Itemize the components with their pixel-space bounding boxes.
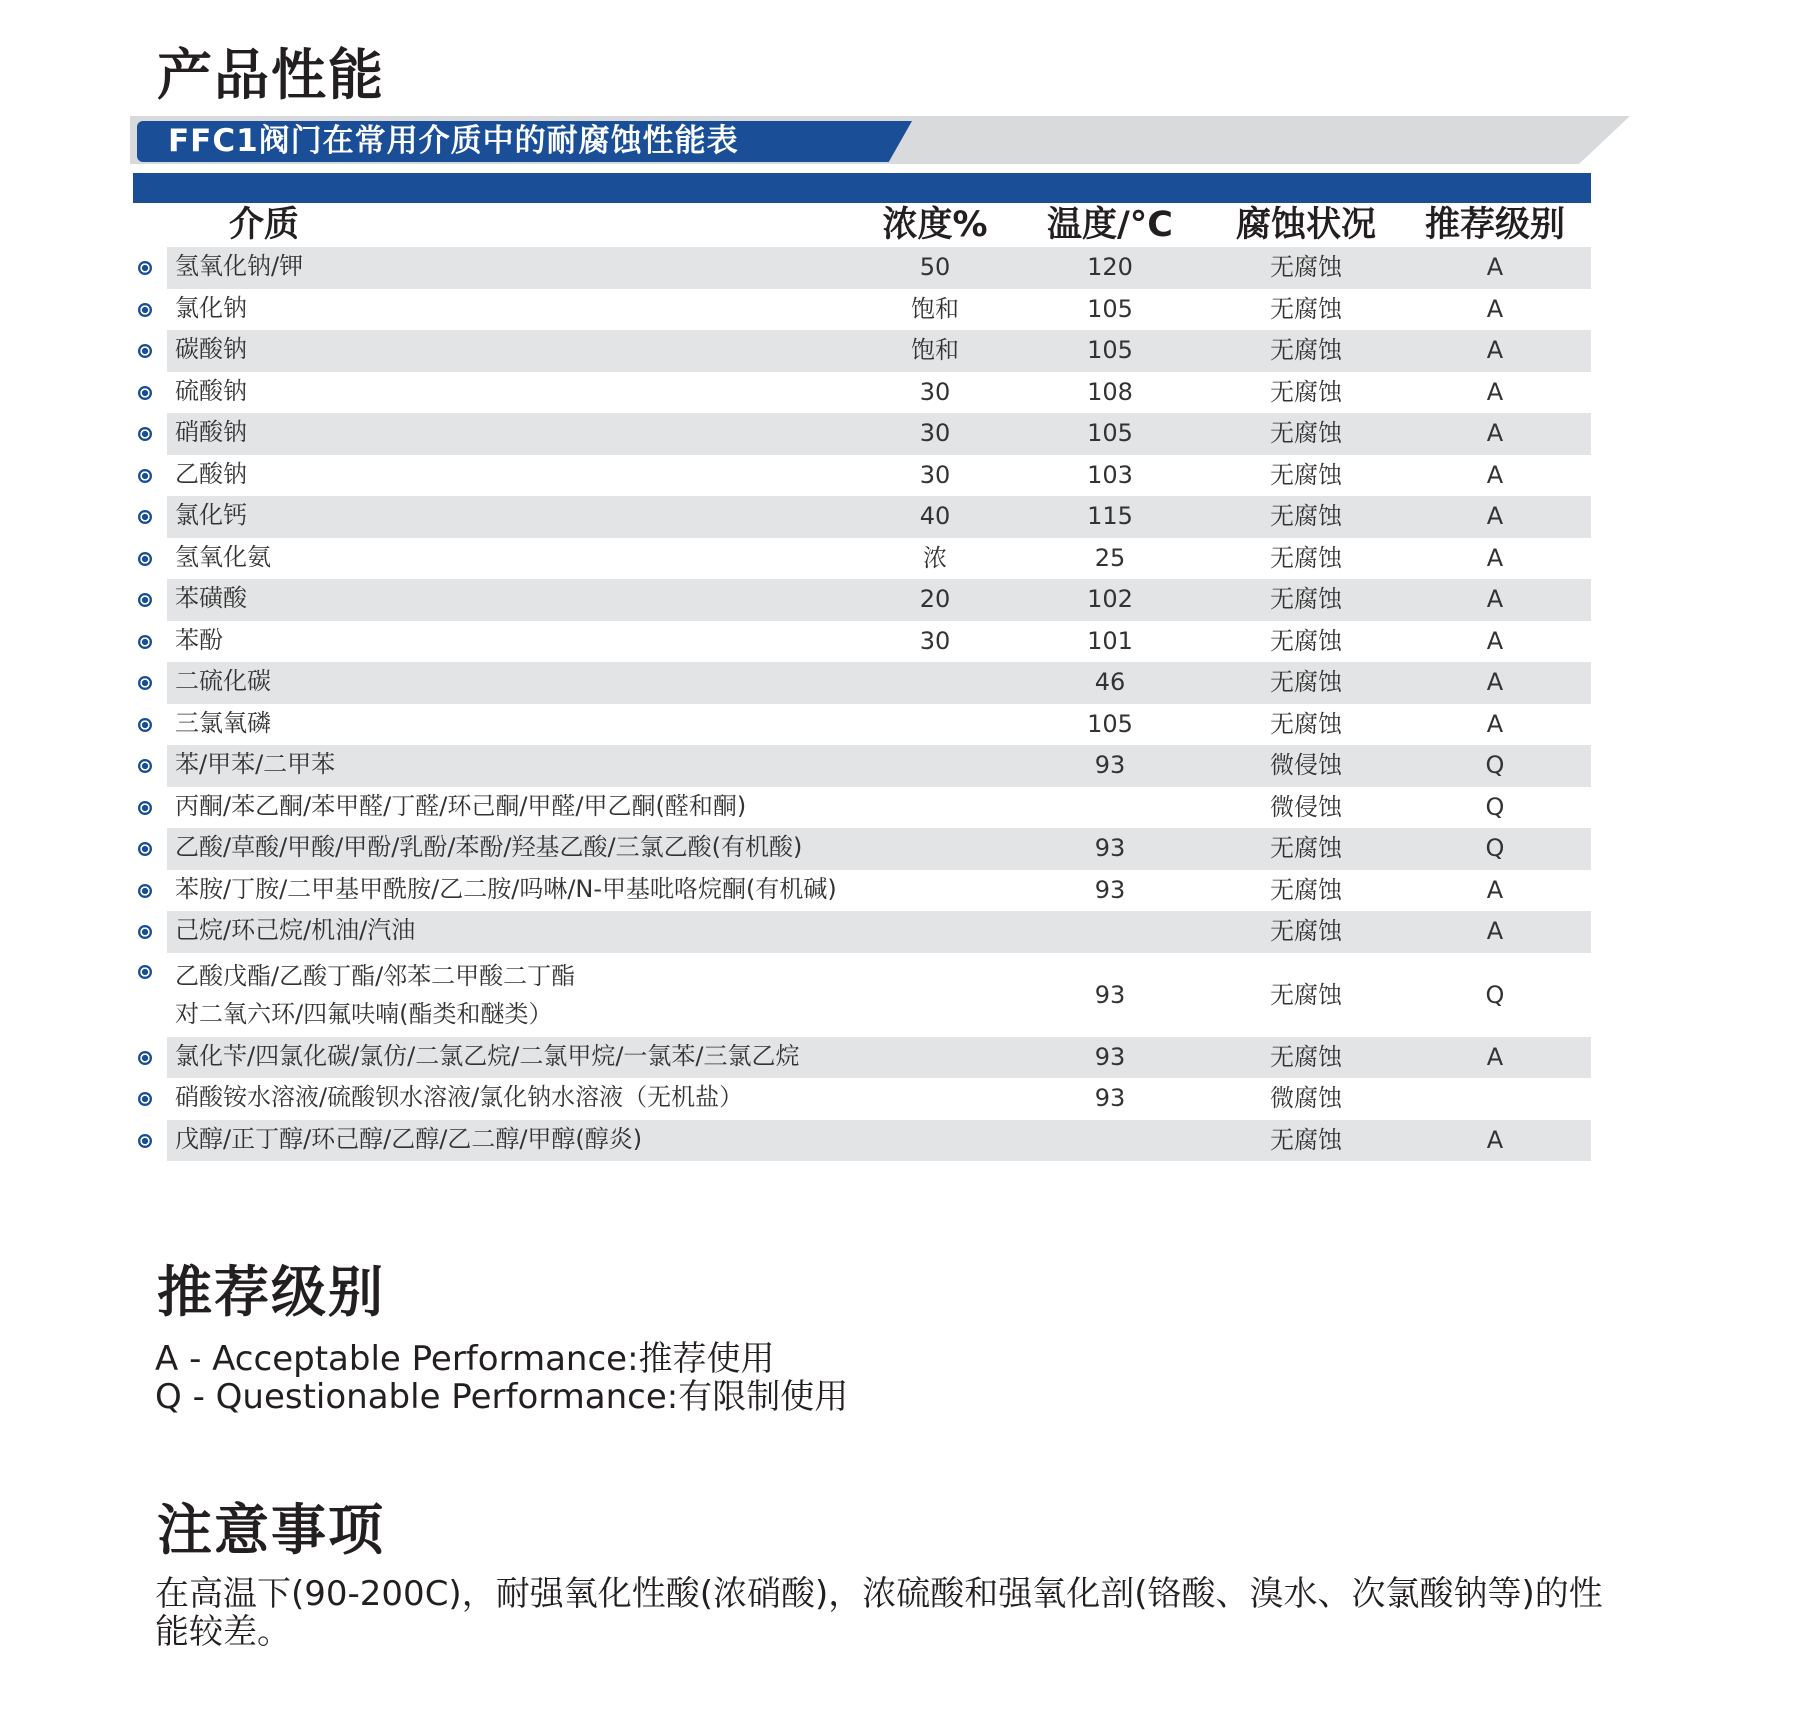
- concentration-cell: 40: [919, 502, 951, 530]
- bullet-icon: [138, 261, 152, 275]
- concentration-cell: 30: [919, 377, 951, 406]
- corrosion-table-body: [133, 247, 1591, 1161]
- corrosion-cell: 无腐蚀: [1270, 419, 1342, 447]
- medium-text: 氯化钙: [175, 501, 247, 529]
- temperature-cell: 103: [1087, 460, 1133, 489]
- medium-cell: [175, 870, 837, 908]
- medium-cell: [175, 455, 247, 493]
- concentration-cell: 30: [919, 419, 951, 447]
- table-top-bar: [133, 173, 1591, 203]
- grade-cell: A: [1486, 377, 1504, 406]
- medium-cell: [175, 247, 303, 285]
- medium-cell: [175, 828, 802, 866]
- grade-cell: A: [1486, 1125, 1504, 1154]
- grade-cell: A: [1486, 709, 1504, 738]
- row-background: [167, 745, 1591, 787]
- temperature-cell: 102: [1087, 585, 1133, 613]
- medium-cell: [175, 1120, 642, 1158]
- corrosion-cell: 无腐蚀: [1270, 294, 1342, 323]
- grade-cell: Q: [1485, 751, 1505, 779]
- table-row: [133, 372, 1591, 414]
- medium-cell: [175, 621, 223, 659]
- medium-text: 乙酸戊酯/乙酸丁酯/邻苯二甲酸二丁酯: [175, 961, 576, 990]
- medium-cell: [175, 911, 415, 949]
- bullet-icon: [138, 718, 152, 732]
- medium-cell: [175, 1037, 800, 1075]
- corrosion-cell: 无腐蚀: [1270, 460, 1342, 489]
- temperature-cell: 101: [1087, 626, 1133, 655]
- row-background: [167, 662, 1591, 704]
- row-background: [167, 538, 1591, 580]
- grade-legend-a: A - Acceptable Performance:推荐使用: [155, 1339, 775, 1379]
- medium-cell: [175, 372, 247, 410]
- bullet-icon: [138, 1134, 152, 1148]
- grade-cell: A: [1486, 875, 1504, 904]
- table-banner-title: FFC1阀门在常用介质中的耐腐蚀性能表: [168, 123, 739, 159]
- temperature-cell: 120: [1087, 253, 1133, 281]
- medium-text: 碳酸钠: [175, 335, 247, 363]
- medium-text: 苯胺/丁胺/二甲基甲酰胺/乙二胺/吗啉/N-甲基吡咯烷酮(有机碱): [175, 874, 837, 903]
- table-row: [133, 455, 1591, 497]
- table-row: [133, 496, 1591, 538]
- medium-text: 对二氧六环/四氟呋喃(酯类和醚类）: [175, 999, 553, 1028]
- bullet-icon: [138, 386, 152, 400]
- medium-text: 硝酸钠: [175, 418, 247, 446]
- bullet-icon: [138, 842, 152, 856]
- medium-text: 苯/甲苯/二甲苯: [175, 750, 336, 778]
- table-row: [133, 704, 1591, 746]
- concentration-cell: 30: [919, 460, 951, 489]
- grade-cell: A: [1486, 585, 1504, 613]
- temperature-cell: 93: [1094, 751, 1126, 779]
- concentration-cell: 饱和: [911, 294, 959, 323]
- medium-text: 戊醇/正丁醇/环己醇/乙醇/乙二醇/甲醇(醇炎): [175, 1124, 643, 1153]
- corrosion-cell: 微侵蚀: [1270, 751, 1342, 779]
- corrosion-cell: 无腐蚀: [1270, 834, 1342, 862]
- row-background: [167, 579, 1591, 621]
- grade-cell: A: [1486, 668, 1504, 696]
- bullet-icon: [138, 925, 152, 939]
- row-background: [167, 496, 1591, 538]
- concentration-cell: 30: [919, 626, 951, 655]
- medium-cell: [175, 413, 247, 451]
- corrosion-cell: 无腐蚀: [1270, 377, 1342, 406]
- table-row: [133, 289, 1591, 331]
- corrosion-cell: 无腐蚀: [1270, 980, 1342, 1009]
- header-temperature: 温度/°C: [1047, 205, 1173, 245]
- concentration-cell: 50: [919, 253, 951, 281]
- medium-text: 乙酸/草酸/甲酸/甲酚/乳酚/苯酚/羟基乙酸/三氯乙酸(有机酸): [175, 833, 803, 861]
- bullet-icon: [138, 884, 152, 898]
- medium-text: 氯化苄/四氯化碳/氯仿/二氯乙烷/二氯甲烷/一氯苯/三氯乙烷: [175, 1041, 800, 1070]
- medium-text: 二硫化碳: [175, 667, 271, 695]
- medium-text: 乙酸钠: [175, 459, 247, 488]
- grade-cell: Q: [1485, 834, 1505, 862]
- temperature-cell: 93: [1094, 875, 1126, 904]
- grade-cell: A: [1486, 917, 1504, 945]
- corrosion-cell: 微侵蚀: [1270, 792, 1342, 821]
- grade-cell: A: [1486, 419, 1504, 447]
- table-row: [133, 1120, 1591, 1162]
- corrosion-cell: 无腐蚀: [1270, 668, 1342, 696]
- medium-cell: [175, 496, 247, 534]
- corrosion-cell: 无腐蚀: [1270, 585, 1342, 613]
- table-row: [133, 787, 1591, 829]
- medium-cell: [175, 1078, 743, 1116]
- temperature-cell: 115: [1087, 502, 1133, 530]
- temperature-cell: 25: [1094, 543, 1126, 572]
- corrosion-cell: 无腐蚀: [1270, 875, 1342, 904]
- bullet-icon: [138, 510, 152, 524]
- table-row: [133, 621, 1591, 663]
- temperature-cell: 93: [1094, 980, 1126, 1009]
- bullet-icon: [138, 965, 152, 979]
- medium-text: 氢氧化氨: [175, 542, 271, 571]
- medium-text: 三氯氧磷: [175, 708, 271, 737]
- table-row: [133, 870, 1591, 912]
- concentration-cell: 饱和: [911, 336, 959, 364]
- corrosion-cell: 无腐蚀: [1270, 543, 1342, 572]
- notes-text: 在高温下(90-200C)，耐强氧化性酸(浓硝酸)，浓硫酸和强氧化剖(铬酸、溴水、次氯酸钠等)的性能较差。: [155, 1574, 1603, 1652]
- temperature-cell: 93: [1094, 1084, 1126, 1112]
- table-row: [133, 745, 1591, 787]
- corrosion-cell: 无腐蚀: [1270, 502, 1342, 530]
- medium-text: 苯酚: [175, 625, 223, 654]
- bullet-icon: [138, 427, 152, 441]
- table-row: [133, 828, 1591, 870]
- table-row: [133, 1078, 1591, 1120]
- bullet-icon: [138, 635, 152, 649]
- grade-cell: A: [1486, 336, 1504, 364]
- grade-cell: A: [1486, 460, 1504, 489]
- table-row: [133, 247, 1591, 289]
- row-background: [167, 455, 1591, 497]
- bullet-icon: [138, 469, 152, 483]
- bullet-icon: [138, 593, 152, 607]
- medium-cell: [175, 579, 247, 617]
- medium-text: 丙酮/苯乙酮/苯甲醛/丁醛/环己酮/甲醛/甲乙酮(醛和酮): [175, 791, 747, 820]
- corrosion-cell: 无腐蚀: [1270, 1125, 1342, 1154]
- temperature-cell: 93: [1094, 1042, 1126, 1071]
- medium-text: 苯磺酸: [175, 584, 247, 612]
- grade-cell: A: [1486, 294, 1504, 323]
- corrosion-cell: 无腐蚀: [1270, 336, 1342, 364]
- table-header: [133, 204, 1591, 246]
- medium-cell: [175, 704, 271, 742]
- row-background: [167, 413, 1591, 455]
- row-background: [167, 621, 1591, 663]
- grade-cell: A: [1486, 253, 1504, 281]
- medium-cell: [175, 538, 271, 576]
- grade-cell: A: [1486, 543, 1504, 572]
- medium-cell: [175, 289, 247, 327]
- medium-text: 己烷/环己烷/机油/汽油: [175, 916, 416, 944]
- section-title-performance: 产品性能: [157, 43, 386, 107]
- temperature-cell: 105: [1087, 419, 1133, 447]
- table-row: [133, 330, 1591, 372]
- table-row: [133, 413, 1591, 455]
- temperature-cell: 93: [1094, 834, 1126, 862]
- row-background: [167, 330, 1591, 372]
- grade-cell: A: [1486, 502, 1504, 530]
- bullet-icon: [138, 1051, 152, 1065]
- medium-text: 硫酸钠: [175, 376, 247, 405]
- corrosion-cell: 无腐蚀: [1270, 709, 1342, 738]
- bullet-icon: [138, 344, 152, 358]
- row-background: [167, 289, 1591, 331]
- table-row: [133, 579, 1591, 621]
- header-concentration: 浓度%: [882, 205, 988, 245]
- table-row: [133, 1037, 1591, 1079]
- bullet-icon: [138, 759, 152, 773]
- temperature-cell: 46: [1094, 668, 1126, 696]
- grade-cell: Q: [1485, 980, 1505, 1009]
- bullet-icon: [138, 801, 152, 815]
- medium-text: 氯化钠: [175, 293, 247, 322]
- table-row: [133, 911, 1591, 953]
- table-row: [133, 538, 1591, 580]
- bullet-icon: [138, 1092, 152, 1106]
- table-row: [133, 662, 1591, 704]
- corrosion-cell: 微腐蚀: [1270, 1084, 1342, 1112]
- header-corrosion: 腐蚀状况: [1235, 205, 1377, 245]
- row-background: [167, 704, 1591, 746]
- bullet-icon: [138, 676, 152, 690]
- medium-text: 硝酸铵水溶液/硫酸钡水溶液/氯化钠水溶液（无机盐）: [175, 1083, 744, 1111]
- table-row: [133, 953, 1591, 1037]
- corrosion-cell: 无腐蚀: [1270, 917, 1342, 945]
- corrosion-cell: 无腐蚀: [1270, 1042, 1342, 1071]
- grade-legend-q: Q - Questionable Performance:有限制使用: [155, 1377, 849, 1417]
- medium-cell: [175, 745, 335, 783]
- corrosion-cell: 无腐蚀: [1270, 626, 1342, 655]
- header-medium: 介质: [229, 205, 300, 245]
- grade-cell: A: [1486, 1042, 1504, 1071]
- medium-cell: [175, 787, 746, 825]
- corrosion-cell: 无腐蚀: [1270, 253, 1342, 281]
- medium-cell: [175, 330, 247, 368]
- temperature-cell: 105: [1087, 336, 1133, 364]
- row-background: [167, 372, 1591, 414]
- grade-cell: Q: [1485, 792, 1505, 821]
- section-title-grade: 推荐级别: [157, 1260, 386, 1324]
- temperature-cell: 105: [1087, 709, 1133, 738]
- bullet-icon: [138, 552, 152, 566]
- header-grade: 推荐级别: [1424, 205, 1566, 245]
- concentration-cell: 浓: [923, 543, 947, 572]
- temperature-cell: 108: [1087, 377, 1133, 406]
- medium-cell: [175, 957, 575, 1033]
- row-background: [167, 247, 1591, 289]
- medium-text: 氢氧化钠/钾: [175, 252, 304, 280]
- temperature-cell: 105: [1087, 294, 1133, 323]
- medium-cell: [175, 662, 271, 700]
- bullet-icon: [138, 303, 152, 317]
- grade-cell: A: [1486, 626, 1504, 655]
- concentration-cell: 20: [919, 585, 951, 613]
- section-title-notes: 注意事项: [157, 1498, 386, 1562]
